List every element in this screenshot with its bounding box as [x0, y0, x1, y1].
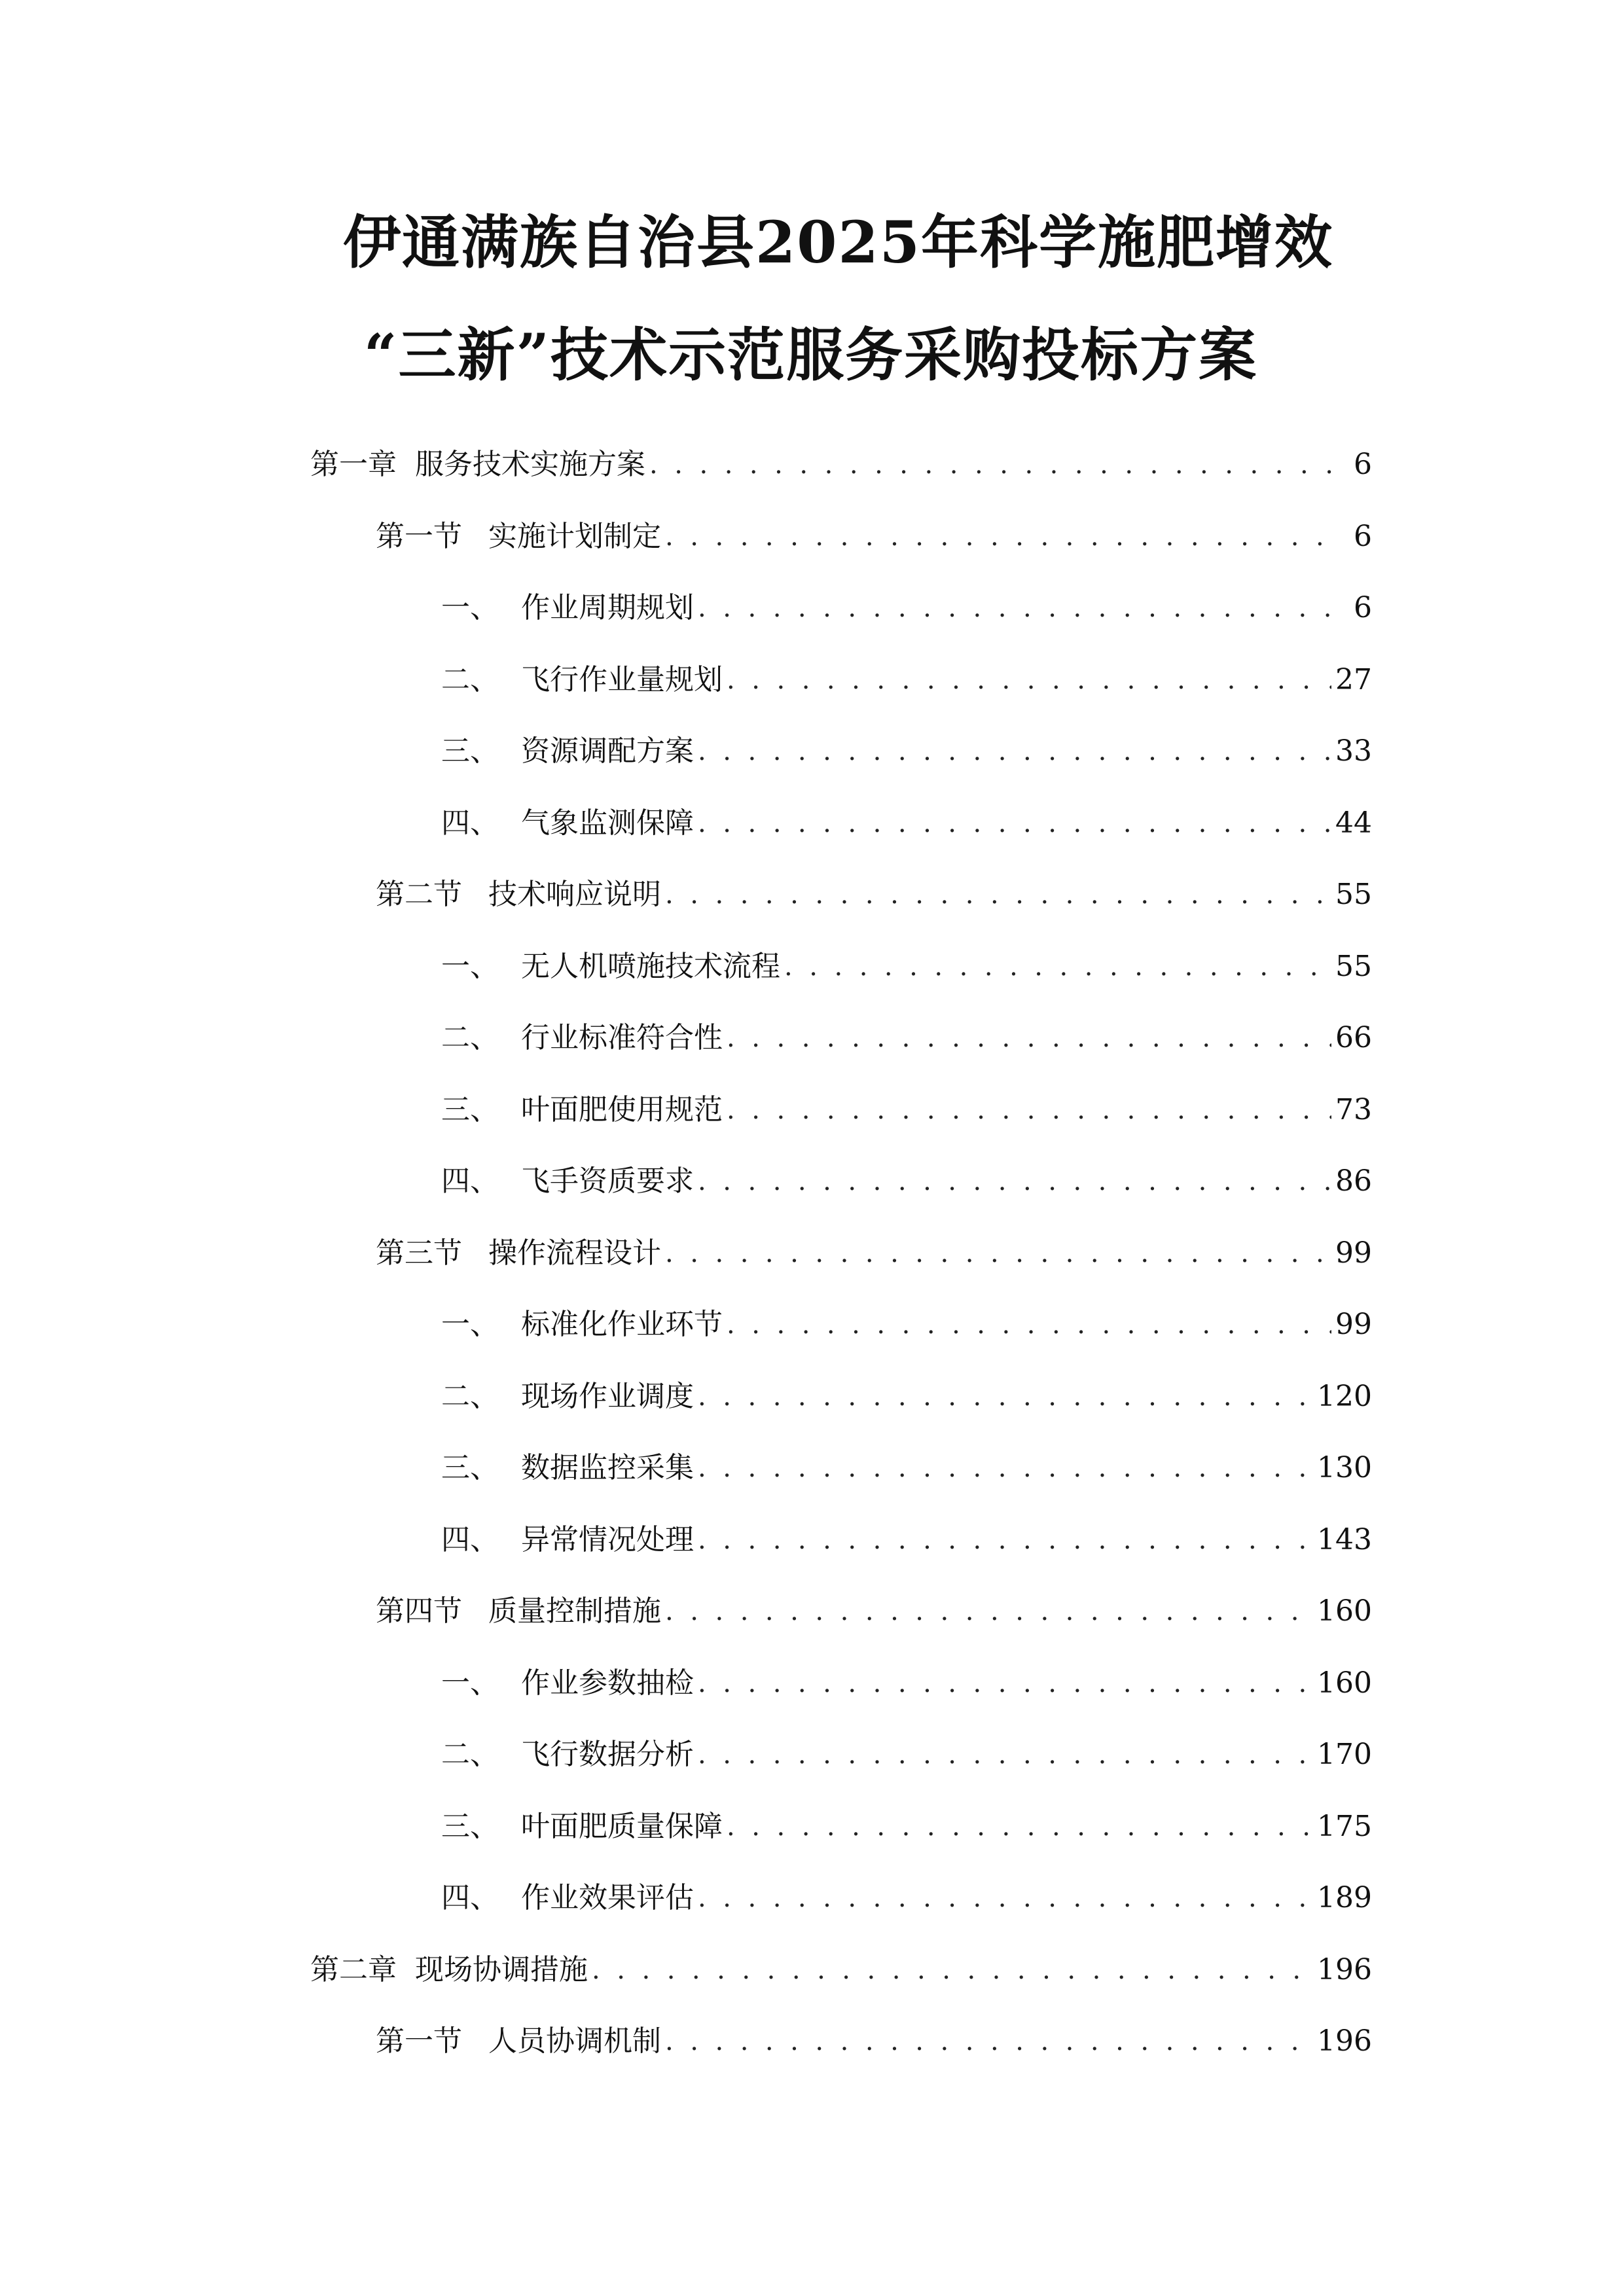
toc-entry-number: 二、	[441, 663, 499, 696]
toc-entry-label	[376, 1234, 661, 1273]
toc-entry-page-number: 55	[1335, 950, 1372, 983]
toc-entry-page-number: 143	[1317, 1523, 1372, 1556]
toc-dot-leader	[665, 1234, 1331, 1273]
toc-entry[interactable]	[376, 875, 1372, 914]
toc-entry-number: 一、	[441, 591, 499, 624]
toc-entry-label	[441, 1018, 723, 1058]
toc-dot-leader	[727, 1305, 1331, 1344]
toc-entry-page-number: 189	[1317, 1881, 1372, 1914]
toc-entry-label	[310, 445, 645, 484]
toc-entry-title: 数据监控采集	[521, 1451, 694, 1484]
toc-entry-page-number: 73	[1335, 1093, 1372, 1126]
document-title-line-1: 伊通满族自治县2025年科学施肥增效	[343, 208, 1333, 276]
toc-dot-leader	[727, 1018, 1331, 1058]
toc-entry-page-number: 6	[1354, 520, 1372, 553]
toc-entry-page-number: 86	[1335, 1164, 1372, 1198]
toc-entry-label	[376, 875, 661, 914]
toc-entry-label	[441, 804, 694, 843]
toc-entry-number: 第四节	[376, 1594, 462, 1628]
toc-entry-page-number: 55	[1335, 878, 1372, 911]
toc-entry-page-number: 99	[1335, 1308, 1372, 1341]
toc-entry-page-number: 6	[1354, 591, 1372, 624]
toc-entry-page-number: 160	[1317, 1666, 1372, 1700]
toc-entry-page-number: 160	[1317, 1594, 1372, 1628]
toc-entry-title: 技术响应说明	[488, 878, 661, 911]
toc-entry[interactable]	[441, 1162, 1372, 1201]
toc-dot-leader	[665, 1592, 1313, 1631]
toc-entry-number: 三、	[441, 1093, 499, 1126]
toc-entry-title: 飞行作业量规划	[521, 663, 723, 696]
toc-dot-leader	[698, 1735, 1313, 1774]
toc-dot-leader	[784, 947, 1331, 986]
toc-entry-title: 质量控制措施	[488, 1594, 661, 1628]
toc-entry-number: 第二章	[310, 1953, 397, 1986]
toc-entry-title: 行业标准符合性	[521, 1021, 723, 1054]
toc-entry-title: 标准化作业环节	[521, 1308, 723, 1341]
toc-entry-number: 三、	[441, 1451, 499, 1484]
toc-entry-label	[441, 1807, 723, 1846]
toc-entry-number: 第一章	[310, 448, 397, 481]
toc-entry-title: 现场作业调度	[521, 1380, 694, 1413]
toc-entry-number: 一、	[441, 1308, 499, 1341]
toc-entry-label	[441, 1520, 694, 1560]
toc-entry-number: 四、	[441, 1523, 499, 1556]
toc-entry[interactable]	[441, 1664, 1372, 1703]
toc-entry-number: 二、	[441, 1380, 499, 1413]
toc-entry-number: 二、	[441, 1021, 499, 1054]
toc-entry-label	[310, 1950, 588, 1990]
toc-dot-leader	[727, 1807, 1313, 1846]
toc-dot-leader	[698, 1448, 1313, 1488]
toc-dot-leader	[592, 1950, 1313, 1990]
toc-entry[interactable]	[441, 732, 1372, 771]
toc-entry-page-number: 66	[1335, 1021, 1372, 1054]
toc-entry-label	[441, 1162, 694, 1201]
toc-entry-number: 二、	[441, 1738, 499, 1771]
toc-entry-title: 现场协调措施	[415, 1953, 588, 1986]
toc-dot-leader	[727, 660, 1331, 700]
toc-entry-page-number: 27	[1335, 663, 1372, 696]
toc-entry-title: 无人机喷施技术流程	[521, 950, 780, 983]
toc-entry-title: 作业参数抽检	[521, 1666, 694, 1700]
toc-entry[interactable]	[441, 1520, 1372, 1560]
toc-entry[interactable]	[376, 1592, 1372, 1631]
toc-entry-label	[376, 2022, 661, 2061]
toc-entry-title: 作业效果评估	[521, 1881, 694, 1914]
toc-entry-title: 叶面肥质量保障	[521, 1810, 723, 1843]
toc-entry-number: 三、	[441, 734, 499, 768]
toc-entry[interactable]	[441, 1377, 1372, 1416]
toc-entry-title: 服务技术实施方案	[415, 448, 645, 481]
toc-entry-title: 人员协调机制	[488, 2024, 661, 2058]
toc-dot-leader	[698, 1377, 1313, 1416]
toc-entry[interactable]	[441, 947, 1372, 986]
toc-entry[interactable]	[441, 1448, 1372, 1488]
toc-dot-leader	[698, 1162, 1331, 1201]
toc-entry-label	[441, 1090, 723, 1130]
toc-entry-label	[441, 588, 694, 628]
toc-dot-leader	[698, 1520, 1313, 1560]
toc-entry-page-number: 44	[1335, 806, 1372, 840]
toc-entry-number: 一、	[441, 950, 499, 983]
toc-entry-label	[441, 660, 723, 700]
toc-entry[interactable]	[441, 1735, 1372, 1774]
toc-entry-number: 四、	[441, 1164, 499, 1198]
toc-entry[interactable]	[310, 1950, 1372, 1990]
toc-entry-title: 操作流程设计	[488, 1236, 661, 1270]
toc-entry-page-number: 33	[1335, 734, 1372, 768]
toc-entry-number: 第一节	[376, 520, 462, 553]
toc-entry-title: 实施计划制定	[488, 520, 661, 553]
toc-dot-leader	[698, 732, 1331, 771]
toc-dot-leader	[665, 517, 1342, 556]
toc-entry-label	[441, 1377, 694, 1416]
toc-entry-label	[441, 947, 780, 986]
toc-entry[interactable]	[441, 588, 1372, 628]
toc-dot-leader	[698, 588, 1342, 628]
toc-entry[interactable]	[376, 517, 1372, 556]
toc-entry-number: 第三节	[376, 1236, 462, 1270]
toc-entry[interactable]	[441, 1878, 1372, 1918]
toc-entry-label	[441, 732, 694, 771]
toc-entry-number: 四、	[441, 1881, 499, 1914]
toc-entry-label	[441, 1305, 723, 1344]
toc-dot-leader	[698, 804, 1331, 843]
toc-entry-title: 飞手资质要求	[521, 1164, 694, 1198]
toc-entry-title: 作业周期规划	[521, 591, 694, 624]
toc-entry-label	[441, 1448, 694, 1488]
toc-entry-label	[441, 1735, 694, 1774]
toc-entry-label	[441, 1664, 694, 1703]
toc-entry[interactable]	[441, 804, 1372, 843]
toc-entry[interactable]	[441, 1807, 1372, 1846]
toc-entry-page-number: 196	[1317, 1953, 1372, 1986]
toc-entry-page-number: 130	[1317, 1451, 1372, 1484]
toc-entry-number: 第二节	[376, 878, 462, 911]
toc-entry[interactable]	[441, 1305, 1372, 1344]
toc-entry-title: 叶面肥使用规范	[521, 1093, 723, 1126]
toc-entry-page-number: 120	[1317, 1380, 1372, 1413]
toc-entry-label	[376, 1592, 661, 1631]
toc-entry[interactable]	[441, 1018, 1372, 1058]
toc-entry-page-number: 196	[1317, 2024, 1372, 2058]
toc-entry-number: 四、	[441, 806, 499, 840]
toc-entry-title: 气象监测保障	[521, 806, 694, 840]
toc-entry-number: 第一节	[376, 2024, 462, 2058]
toc-entry-label	[376, 517, 661, 556]
toc-entry[interactable]	[310, 445, 1372, 484]
toc-dot-leader	[665, 2022, 1313, 2061]
toc-entry[interactable]	[376, 2022, 1372, 2061]
toc-entry-title: 资源调配方案	[521, 734, 694, 768]
toc-entry-number: 三、	[441, 1810, 499, 1843]
toc-dot-leader	[665, 875, 1331, 914]
toc-dot-leader	[698, 1664, 1313, 1703]
toc-entry[interactable]	[441, 660, 1372, 700]
toc-entry-page-number: 170	[1317, 1738, 1372, 1771]
toc-entry-page-number: 6	[1354, 448, 1372, 481]
document-title-line-2: “三新”技术示范服务采购投标方案	[363, 321, 1258, 389]
toc-dot-leader	[727, 1090, 1331, 1130]
toc-dot-leader	[649, 445, 1342, 484]
toc-entry[interactable]	[376, 1234, 1372, 1273]
toc-entry-page-number: 175	[1317, 1810, 1372, 1843]
toc-dot-leader	[698, 1878, 1313, 1918]
toc-entry-title: 异常情况处理	[521, 1523, 694, 1556]
toc-entry-page-number: 99	[1335, 1236, 1372, 1270]
toc-entry-title: 飞行数据分析	[521, 1738, 694, 1771]
toc-entry-number: 一、	[441, 1666, 499, 1700]
toc-entry-label	[441, 1878, 694, 1918]
toc-entry[interactable]	[441, 1090, 1372, 1130]
